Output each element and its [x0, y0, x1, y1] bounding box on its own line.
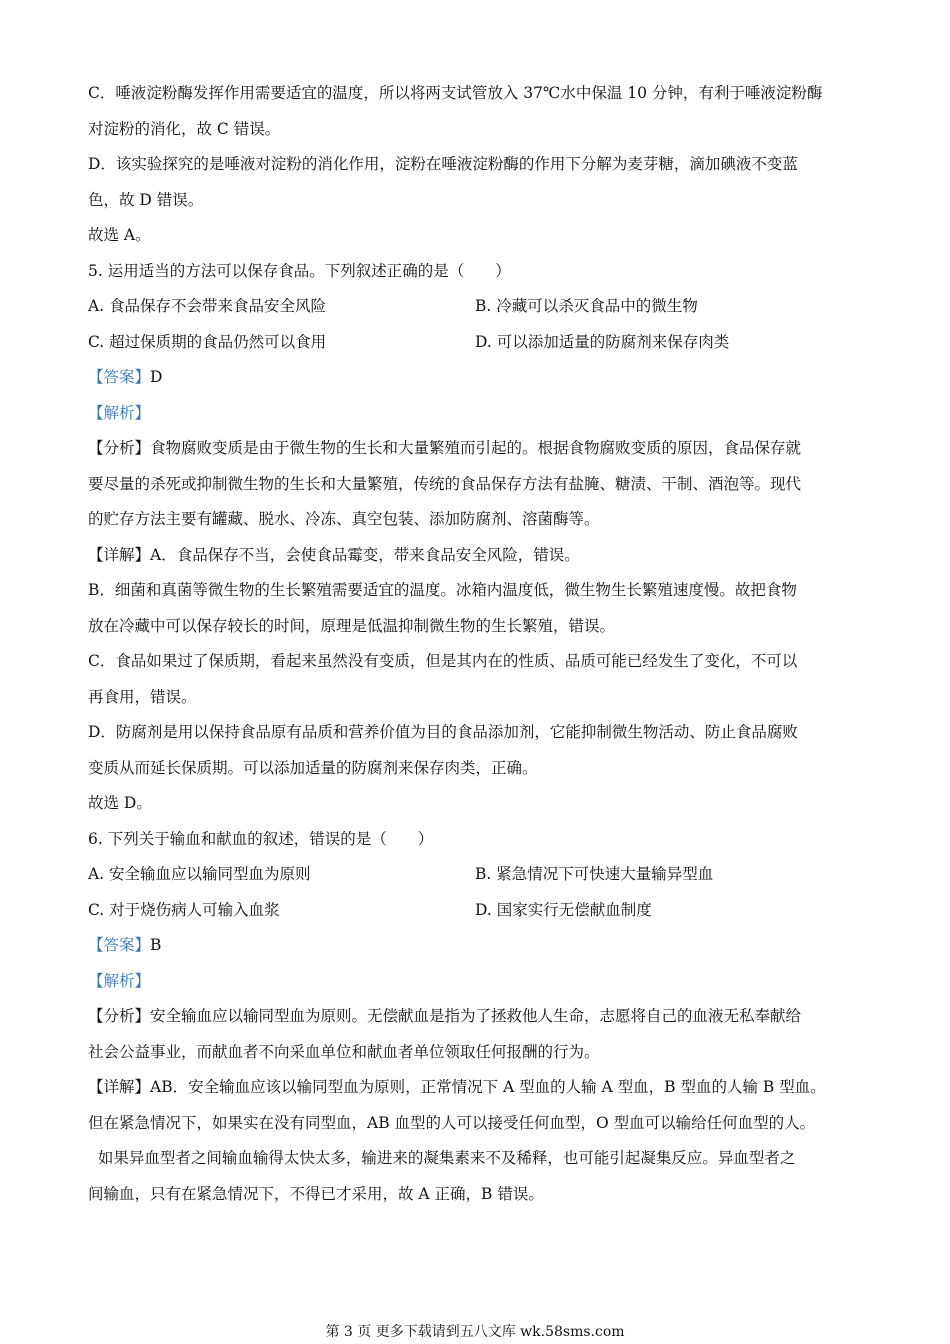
question-5-options-row-1	[88, 289, 868, 325]
text-line: 再食用，错误。	[88, 687, 197, 706]
text-line: C．食品如果过了保质期，看起来虽然没有变质，但是其内在的性质、品质可能已经发生了变化，不可以	[88, 652, 798, 670]
page-footer: 第 3 页 更多下载请到五八文库 wk.58sms.com	[325, 1324, 625, 1340]
text-line: 对淀粉的消化，故 C 错误。	[88, 119, 281, 138]
answer-line	[88, 360, 868, 396]
answer-line	[88, 928, 868, 964]
question-6-options-row-2	[88, 893, 868, 929]
question-5-options-row-2	[88, 325, 868, 361]
answer-value: D	[150, 368, 163, 386]
option-b: B. 冷藏可以杀灭食品中的微生物	[475, 297, 698, 315]
option-a: A. 食品保存不会带来食品安全风险	[88, 297, 327, 315]
analysis-tag: 【解析】	[88, 971, 151, 990]
text-line: D．该实验探究的是唾液对淀粉的消化作用，淀粉在唾液淀粉酶的作用下分解为麦芽糖，滴加碘液不变蓝	[88, 155, 798, 173]
text-line: 【分析】安全输血应以输同型血为原则。无偿献血是指为了拯救他人生命，志愿将自己的血液无私奉献给	[88, 1007, 802, 1025]
page-content	[88, 76, 868, 1212]
analysis-tag: 【解析】	[88, 403, 151, 422]
text-line: 社会公益事业，而献血者不向采血单位和献血者单位领取任何报酬的行为。	[88, 1042, 600, 1061]
option-c: C. 对于烧伤病人可输入血浆	[88, 900, 280, 919]
text-line: 但在紧急情况下，如果实在没有同型血，AB 血型的人可以接受任何血型，O 型血可以输给任何血型的人。	[88, 1113, 816, 1132]
text-line: 【分析】食物腐败变质是由于微生物的生长和大量繁殖而引起的。根据食物腐败变质的原因，食品保存就	[88, 439, 802, 457]
text-line: D．防腐剂是用以保持食品原有品质和营养价值为目的食品添加剂，它能抑制微生物活动、防止食品腐败	[88, 723, 798, 741]
text-line: 故选 D。	[88, 794, 152, 812]
answer-tag: 【答案】	[88, 368, 151, 386]
text-line: 的贮存方法主要有罐藏、脱水、冷冻、真空包装、添加防腐剂、溶菌酶等。	[88, 510, 600, 528]
text-line: 【详解】A．食品保存不当，会使食品霉变，带来食品安全风险，错误。	[88, 545, 580, 564]
text-line: 【详解】AB．安全输血应该以输同型血为原则，正常情况下 A 型血的人输 A 型血，B 型血的人输 B 型血。	[88, 1078, 826, 1096]
text-line: 变质从而延长保质期。可以添加适量的防腐剂来保存肉类，正确。	[88, 758, 538, 777]
option-a: A. 安全输血应以输同型血为原则	[88, 865, 311, 883]
question-6-stem: 6. 下列关于输血和献血的叙述，错误的是（ ）	[88, 829, 434, 848]
answer-tag: 【答案】	[88, 936, 151, 954]
text-line: 如果异血型者之间输血输得太快太多，输进来的凝集素来不及稀释，也可能引起凝集反应。异血型者之	[88, 1149, 796, 1167]
text-line: 要尽量的杀死或抑制微生物的生长和大量繁殖，传统的食品保存方法有盐腌、糖渍、干制、酒泡等。现代	[88, 474, 802, 493]
text-line: 故选 A。	[88, 226, 151, 244]
text-line: 色，故 D 错误。	[88, 190, 204, 209]
text-line: C．唾液淀粉酶发挥作用需要适宜的温度，所以将两支试管放入 37℃水中保温 10 分钟，有利于唾液淀粉酶	[88, 84, 823, 102]
question-5-stem: 5. 运用适当的方法可以保存食品。下列叙述正确的是（ ）	[88, 261, 511, 280]
option-c: C. 超过保质期的食品仍然可以食用	[88, 332, 327, 351]
text-line: 放在冷藏中可以保存较长的时间，原理是低温抑制微生物的生长繁殖，错误。	[88, 616, 616, 635]
answer-value: B	[150, 936, 162, 954]
option-b: B. 紧急情况下可快速大量输异型血	[475, 865, 714, 883]
option-d: D. 可以添加适量的防腐剂来保存肉类	[475, 332, 730, 351]
option-d: D. 国家实行无偿献血制度	[475, 900, 652, 919]
text-line: B．细菌和真菌等微生物的生长繁殖需要适宜的温度。冰箱内温度低，微生物生长繁殖速度慢。故把食物	[88, 581, 797, 599]
text-line: 间输血，只有在紧急情况下，不得已才采用，故 A 正确，B 错误。	[88, 1184, 544, 1203]
question-6-options-row-1	[88, 857, 868, 893]
